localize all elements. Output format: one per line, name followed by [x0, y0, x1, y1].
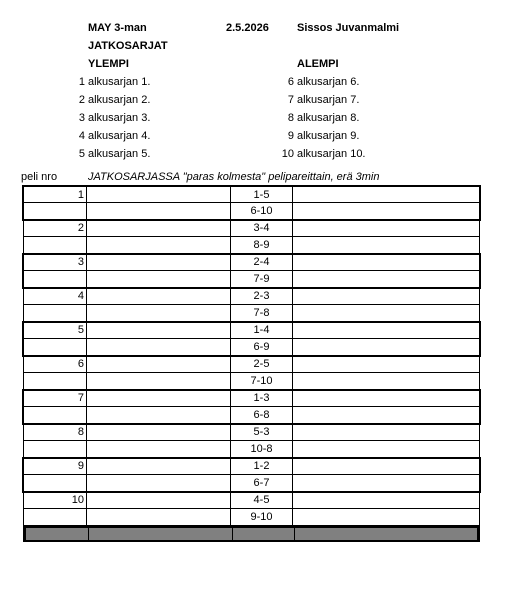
pairing-cell: 3-4: [231, 220, 293, 236]
game-number-cell: 2: [23, 220, 87, 236]
table-row: [23, 220, 480, 237]
pairing-cell: 1-4: [231, 322, 293, 338]
notes-cell: [293, 390, 480, 406]
table-row: [23, 458, 480, 475]
result-cell: [87, 254, 231, 270]
upper-seed-number: 5: [78, 148, 85, 160]
game-number-cell: 9: [23, 458, 87, 474]
table-row: [23, 339, 480, 356]
summary-cell: [25, 528, 89, 540]
result-cell: [87, 475, 231, 491]
game-number-cell: [23, 203, 87, 219]
game-number-cell: 6: [23, 356, 87, 372]
notes-cell: [293, 441, 480, 457]
summary-row: [23, 526, 480, 542]
notes-cell: [293, 356, 480, 372]
game-number-cell: [23, 407, 87, 423]
notes-cell: [293, 509, 480, 525]
upper-seed-label: alkusarjan 5.: [88, 148, 151, 160]
stage-title: JATKOSARJAT: [88, 40, 168, 52]
notes-cell: [293, 203, 480, 219]
pairing-cell: 6-9: [231, 339, 293, 355]
pairing-cell: 6-7: [231, 475, 293, 491]
table-row: [23, 356, 480, 373]
game-block: [23, 322, 480, 356]
game-block: [23, 458, 480, 492]
game-number-header: peli nro: [21, 171, 58, 183]
result-cell: [87, 203, 231, 219]
result-cell: [87, 339, 231, 355]
pairing-cell: 7-10: [231, 373, 293, 389]
pairing-cell: 2-5: [231, 356, 293, 372]
table-row: [23, 186, 480, 203]
result-cell: [87, 373, 231, 389]
game-number-cell: [23, 509, 87, 525]
table-row: [23, 203, 480, 220]
result-cell: [87, 237, 231, 253]
notes-cell: [293, 288, 480, 304]
table-row: [23, 305, 480, 322]
format-note: JATKOSARJASSA "paras kolmesta" pelipareittain, erä 3min: [88, 171, 380, 183]
pairing-cell: 1-2: [231, 458, 293, 474]
summary-cell: [233, 528, 295, 540]
table-row: [23, 254, 480, 271]
lower-seed-label: alkusarjan 8.: [297, 112, 360, 124]
upper-seed-label: alkusarjan 3.: [88, 112, 151, 124]
event-date: 2.5.2026: [226, 22, 269, 34]
result-cell: [87, 220, 231, 236]
lower-seed-label: alkusarjan 6.: [297, 76, 360, 88]
pairing-cell: 6-8: [231, 407, 293, 423]
pairing-cell: 9-10: [231, 509, 293, 525]
event-title: MAY 3-man: [88, 22, 147, 34]
game-number-cell: 4: [23, 288, 87, 304]
table-row: [23, 509, 480, 526]
table-row: [23, 288, 480, 305]
table-row: [23, 390, 480, 407]
game-block: [23, 356, 480, 390]
pairing-cell: 7-8: [231, 305, 293, 321]
table-row: [23, 373, 480, 390]
upper-seed-number: 4: [78, 130, 85, 142]
lower-seed-label: alkusarjan 10.: [297, 148, 366, 160]
result-cell: [87, 322, 231, 338]
notes-cell: [293, 237, 480, 253]
upper-seed-label: alkusarjan 1.: [88, 76, 151, 88]
result-cell: [87, 424, 231, 440]
game-number-cell: 3: [23, 254, 87, 270]
upper-seed-number: 3: [78, 112, 85, 124]
game-block: [23, 424, 480, 458]
table-row: [23, 441, 480, 458]
game-number-cell: 1: [23, 187, 87, 202]
lower-seed-number: 9: [287, 130, 294, 142]
game-number-cell: [23, 441, 87, 457]
lower-seed-number: 6: [287, 76, 294, 88]
upper-seed-number: 2: [78, 94, 85, 106]
event-venue: Sissos Juvanmalmi: [297, 22, 400, 34]
notes-cell: [293, 254, 480, 270]
pairing-cell: 5-3: [231, 424, 293, 440]
table-row: [23, 492, 480, 509]
lower-seed-number: 8: [287, 112, 294, 124]
upper-seed-label: alkusarjan 4.: [88, 130, 151, 142]
game-number-cell: [23, 237, 87, 253]
lower-series-title: ALEMPI: [297, 58, 339, 70]
result-cell: [87, 509, 231, 525]
notes-cell: [293, 187, 480, 202]
upper-series-title: YLEMPI: [88, 58, 129, 70]
game-number-cell: 5: [23, 322, 87, 338]
result-cell: [87, 187, 231, 202]
notes-cell: [293, 475, 480, 491]
notes-cell: [293, 492, 480, 508]
game-number-cell: [23, 305, 87, 321]
result-cell: [87, 288, 231, 304]
pairing-cell: 4-5: [231, 492, 293, 508]
upper-seed-number: 1: [78, 76, 85, 88]
table-row: [23, 424, 480, 441]
pairing-cell: 2-4: [231, 254, 293, 270]
notes-cell: [293, 305, 480, 321]
result-cell: [87, 407, 231, 423]
game-block: [23, 220, 480, 254]
summary-cell: [295, 528, 478, 540]
pairing-cell: 1-5: [231, 187, 293, 202]
game-number-cell: [23, 271, 87, 287]
result-cell: [87, 271, 231, 287]
summary-cell: [89, 528, 233, 540]
result-cell: [87, 441, 231, 457]
game-number-cell: [23, 475, 87, 491]
result-cell: [87, 356, 231, 372]
game-number-cell: [23, 339, 87, 355]
result-cell: [87, 458, 231, 474]
schedule-table: [23, 186, 480, 542]
table-row: [23, 237, 480, 254]
game-block: [23, 186, 480, 220]
notes-cell: [293, 407, 480, 423]
game-block: [23, 288, 480, 322]
table-row: [23, 322, 480, 339]
pairing-cell: 6-10: [231, 203, 293, 219]
notes-cell: [293, 322, 480, 338]
pairing-cell: 7-9: [231, 271, 293, 287]
pairing-cell: 2-3: [231, 288, 293, 304]
notes-cell: [293, 458, 480, 474]
lower-seed-label: alkusarjan 9.: [297, 130, 360, 142]
lower-seed-number: 10: [281, 148, 294, 160]
result-cell: [87, 305, 231, 321]
game-number-cell: 7: [23, 390, 87, 406]
game-number-cell: 8: [23, 424, 87, 440]
table-row: [23, 475, 480, 492]
lower-seed-label: alkusarjan 7.: [297, 94, 360, 106]
notes-cell: [293, 424, 480, 440]
pairing-cell: 1-3: [231, 390, 293, 406]
result-cell: [87, 492, 231, 508]
game-number-cell: 10: [23, 492, 87, 508]
game-number-cell: [23, 373, 87, 389]
table-row: [23, 407, 480, 424]
pairing-cell: 10-8: [231, 441, 293, 457]
table-row: [23, 271, 480, 288]
game-block: [23, 254, 480, 288]
notes-cell: [293, 220, 480, 236]
notes-cell: [293, 339, 480, 355]
notes-cell: [293, 373, 480, 389]
pairing-cell: 8-9: [231, 237, 293, 253]
result-cell: [87, 390, 231, 406]
game-block: [23, 390, 480, 424]
game-block: [23, 492, 480, 526]
notes-cell: [293, 271, 480, 287]
lower-seed-number: 7: [287, 94, 294, 106]
upper-seed-label: alkusarjan 2.: [88, 94, 151, 106]
